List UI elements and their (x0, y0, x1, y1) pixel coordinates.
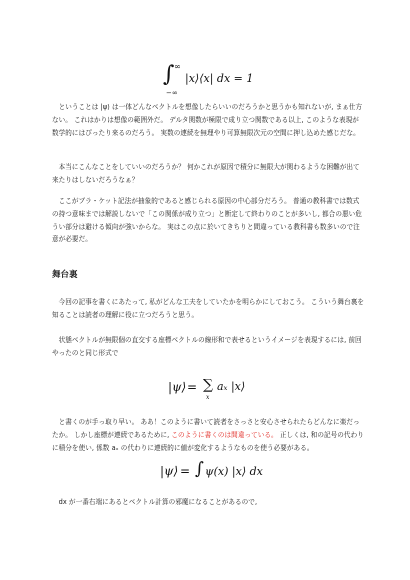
section-heading: 舞台裏 (52, 270, 78, 280)
paragraph-6 (52, 416, 364, 454)
integral-lower-limit: −∞ (166, 89, 178, 97)
paragraph-6-start: と書くのが手っ取り早い。 ああ！このように書いて読者をさっさと安心させられたらどんなに楽だったか。 しかし座標が連続であるために, (52, 418, 360, 439)
paragraph-7: dx が一番右端にあるとベクトル計算の邪魔になることがあるので, (58, 498, 258, 506)
highlighted-text: このように書くのは間違っている。 (171, 430, 278, 439)
equation-equals: = (180, 464, 191, 478)
integral-sign: ∫ (195, 459, 204, 479)
equation-term: aₓ |x⟩ (217, 380, 246, 393)
integral-sign: ∫ (163, 62, 175, 87)
equation-lhs: |ψ⟩ (160, 464, 179, 478)
summation-sign: ∑ (203, 377, 213, 393)
equation-body: |x⟩⟨x| dx = 1 (185, 72, 254, 85)
paragraph-1: ということは |ψ⟩ は一体どんなベクトルを想像したらいいのだろうかと思うかも知れないが, まぁ仕方ない。 これはかりは想像の範囲外だ。 デルタ関数が極限で成り立つ関数である以上, このような表現が数学的にはぴったり来るのだろう。 実数の連続を無理やり可算無限次元の空間に押し込めた感じだな。 (52, 103, 363, 137)
summation-index: x (206, 394, 210, 401)
paragraph-3: ここがブラ・ケット記法が抽象的であると感じられる原因の中心部分だろう。 普通の教科書では数式の持つ意味までは解説しないで「この関係が成り立つ」と断定して終わりのことが多いし, 都合の悪い危うい部分は避ける傾向が強いからな。 実はこの点に於いてきちりと間違っている教科書も数多いので注意が必要だ。 (52, 197, 362, 244)
paragraph-6-end: 正しくは, 和の記号の代わりに積分を使い, 係数 aₓ の代わりに連続的に値が変化するようなものを使う必要がある。 (52, 430, 364, 452)
equation-equals: = (187, 380, 198, 394)
paragraph-5: 状態ベクトルが無限個の直交する座標ベクトルの線形和で表せるというイメージを表現するには, 前回やったのと同じ形式で (52, 336, 362, 357)
integral-upper-limit: ∞ (174, 62, 181, 71)
equation-lhs: |ψ⟩ (168, 380, 187, 394)
equation-body: ψ(x) |x⟩ dx (205, 465, 263, 478)
paragraph-2: 本当にこんなことをしていいのだろうか？ 何かこれが原因で積分に無限大が関わるような困難が出て来たりはしないだろうなぁ？ (52, 163, 360, 184)
paragraph-4: 今回の記事を書くにあたって, 私がどんな工夫をしていたかを明らかにしておこう。 こういう舞台裏を知ることは読者の理解に役に立つだろうと思う。 (52, 298, 364, 319)
